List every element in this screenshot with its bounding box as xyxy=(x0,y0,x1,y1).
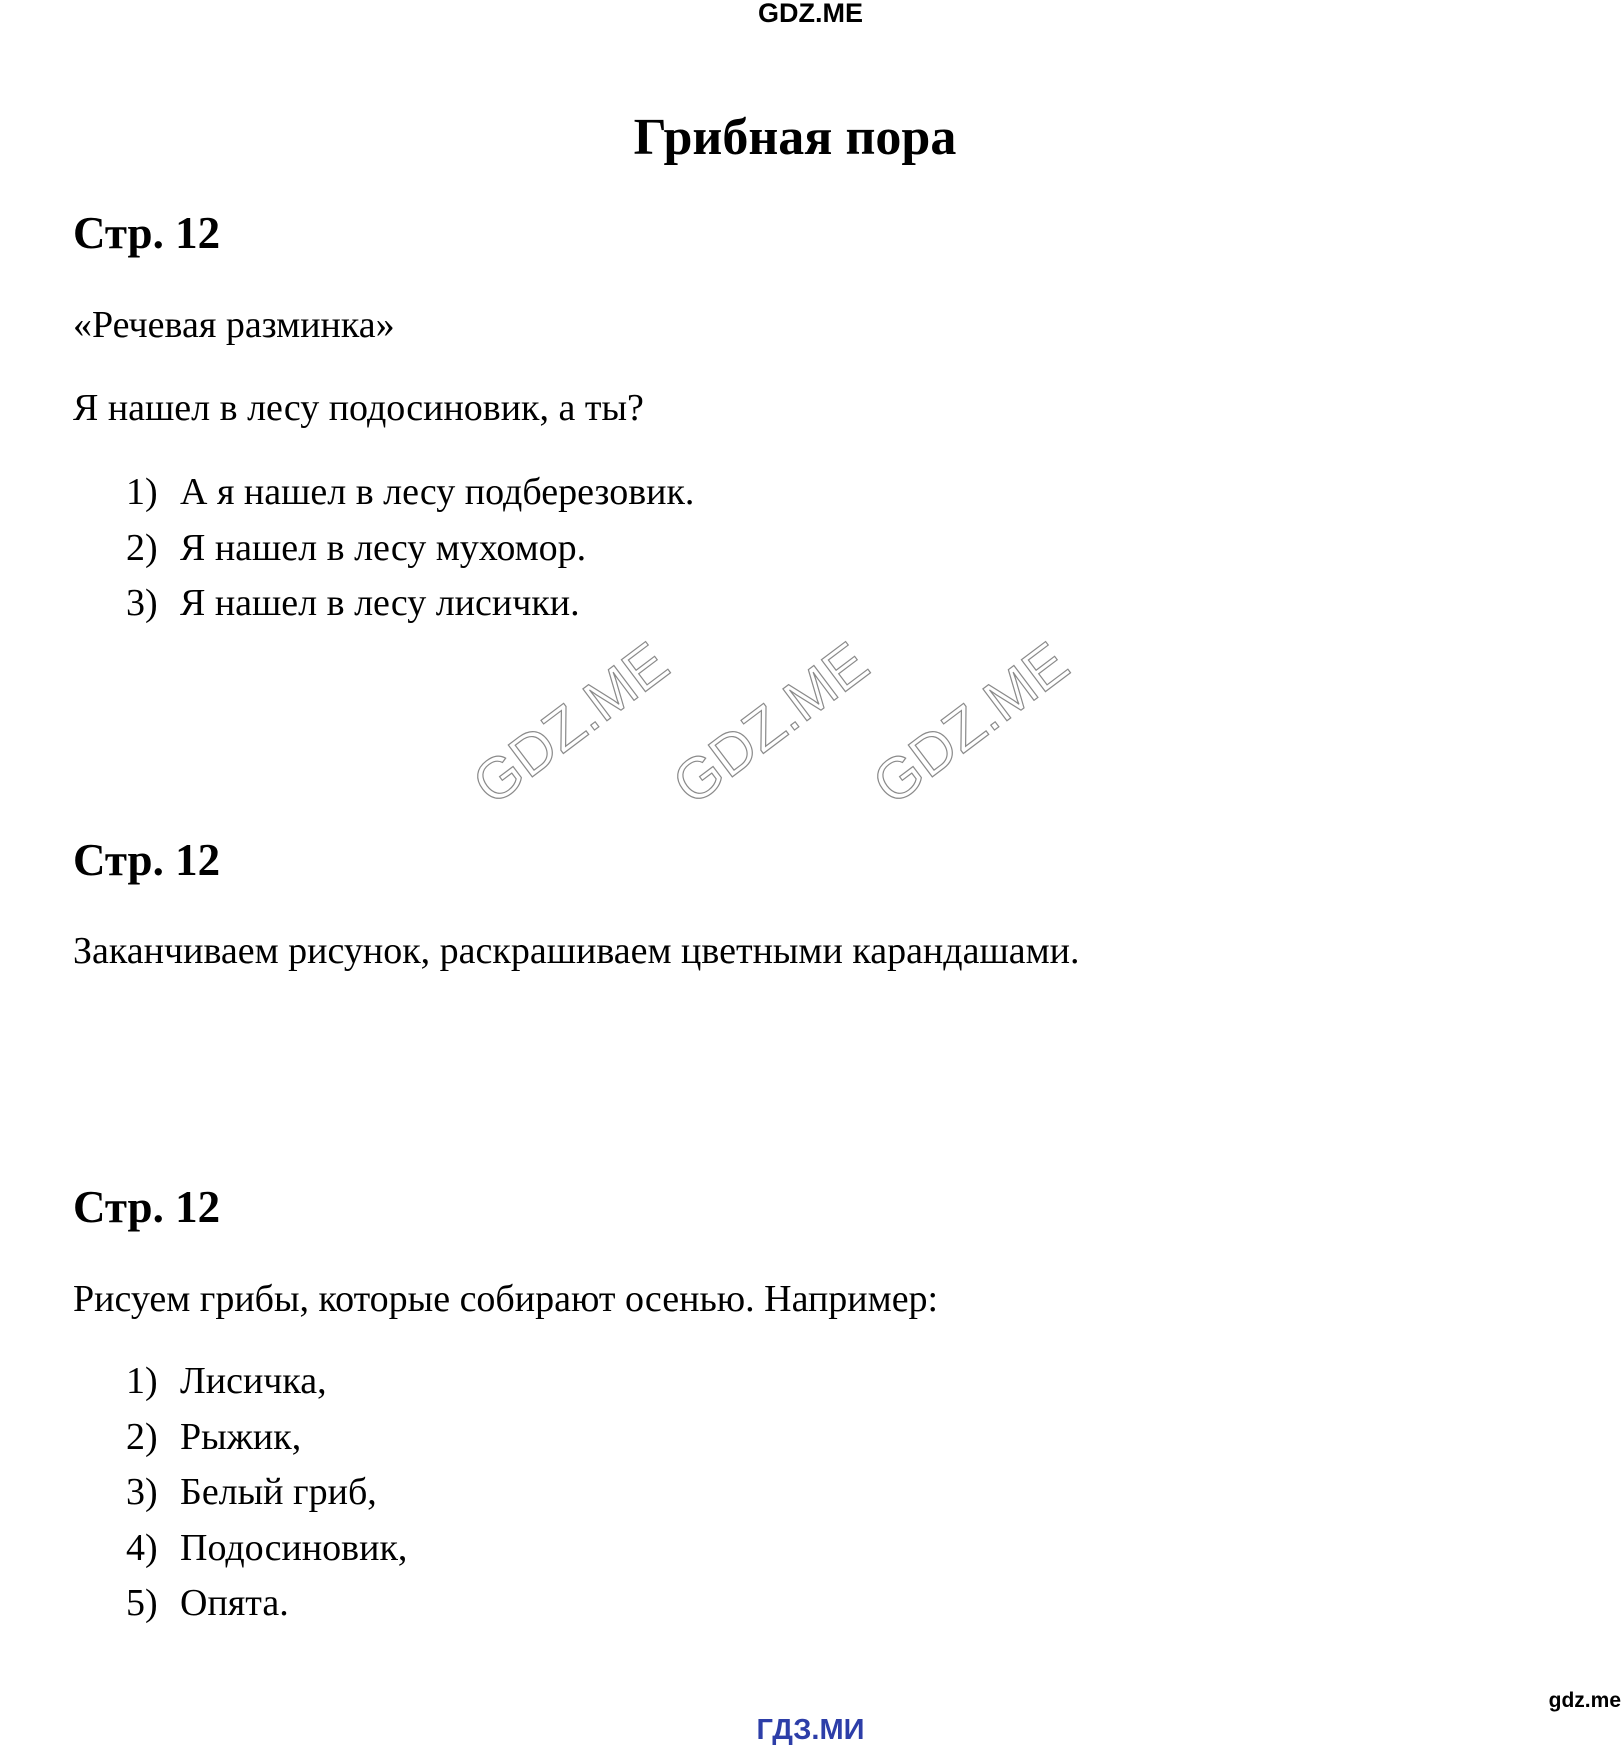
item-number: 2) xyxy=(126,1415,158,1458)
list-item xyxy=(126,1415,407,1471)
item-number: 5) xyxy=(126,1582,158,1624)
item-text: Белый гриб, xyxy=(180,1471,377,1513)
list-item xyxy=(126,1526,407,1582)
item-number: 2) xyxy=(126,526,158,569)
item-text: Опята. xyxy=(180,1582,289,1624)
item-text: Я нашел в лесу лисички. xyxy=(180,582,580,624)
item-number: 3) xyxy=(126,582,158,624)
section-subtitle: «Речевая разминка» xyxy=(73,304,395,346)
list-item xyxy=(126,526,694,582)
list-item xyxy=(126,470,694,526)
list-item xyxy=(126,1470,407,1526)
watermark-text: GDZ.ME xyxy=(861,629,1081,818)
item-number: 1) xyxy=(126,471,158,513)
answer-list xyxy=(126,470,694,637)
item-number: 3) xyxy=(126,1471,158,1513)
page-title: Грибная пора xyxy=(633,109,957,166)
list-item xyxy=(126,1359,407,1415)
item-text: Рыжик, xyxy=(180,1415,302,1458)
section-text: Заканчиваем рисунок, раскрашиваем цветными карандашами. xyxy=(73,930,1080,972)
mushroom-list xyxy=(126,1359,407,1637)
item-text: Лисичка, xyxy=(180,1360,327,1402)
list-item xyxy=(126,1581,407,1637)
corner-site-logo: gdz.me xyxy=(1548,1689,1621,1712)
watermark-text: GDZ.ME xyxy=(661,629,881,818)
bottom-site-logo: ГДЗ.МИ xyxy=(756,1714,865,1746)
item-text: Подосиновик, xyxy=(180,1526,408,1569)
item-number: 4) xyxy=(126,1526,158,1569)
watermark-text: GDZ.ME xyxy=(461,629,681,818)
item-number: 1) xyxy=(126,1360,158,1402)
section-question: Я нашел в лесу подосиновик, а ты? xyxy=(73,387,644,429)
section-heading: Стр. 12 xyxy=(73,208,221,258)
item-text: А я нашел в лесу подберезовик. xyxy=(180,471,695,513)
section-heading: Стр. 12 xyxy=(73,1182,221,1232)
list-item xyxy=(126,581,694,637)
site-header-logo: GDZ.ME xyxy=(758,0,863,28)
section-heading: Стр. 12 xyxy=(73,835,221,885)
item-text: Я нашел в лесу мухомор. xyxy=(180,526,587,569)
section-text: Рисуем грибы, которые собирают осенью. Например: xyxy=(73,1278,939,1320)
